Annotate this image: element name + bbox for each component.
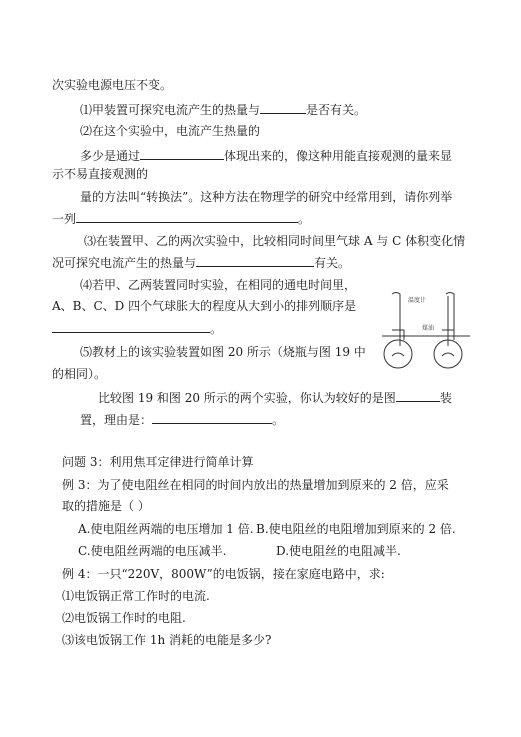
question-5-tail: 装 xyxy=(439,391,452,405)
question-4-tail: 。 xyxy=(210,322,223,336)
coil-left xyxy=(392,353,404,356)
answer-blank xyxy=(52,320,210,333)
question-5-text: 置，理由是： xyxy=(80,413,153,427)
question-2-text: 多少是通过 xyxy=(80,149,141,163)
answer-blank xyxy=(260,101,306,114)
tube-left xyxy=(392,293,400,331)
figure-label-thermometer: 温度计 xyxy=(408,298,427,304)
option-d: D.使电阻丝的电阻减半. xyxy=(276,544,401,558)
question-2-line-2 xyxy=(80,147,452,164)
answer-blank xyxy=(196,254,314,267)
question-4-line-3 xyxy=(52,320,222,337)
question-2-line-1: ⑵在这个实验中，电流产生热量的 xyxy=(80,124,261,138)
section-heading: 问题 3：利用焦耳定律进行简单计算 xyxy=(62,455,254,469)
example-4-sub-2: ⑵电饭锅工作时的电阻. xyxy=(62,611,186,625)
answer-blank xyxy=(396,389,440,402)
question-4-line-2: A、B、C、D 四个气球胀大的程度从大到小的排列顺序是 xyxy=(52,299,357,313)
answer-blank xyxy=(140,147,224,160)
question-2-line-4: 量的方法叫“转换法”。这种方法在物理学的研究中经常用到，请你列举 xyxy=(80,190,453,204)
figure-label-kerosene: 煤油 xyxy=(422,326,435,332)
question-5-line-1: ⑸教材上的该实验装置如图 20 所示（烧瓶与图 19 中 xyxy=(80,345,366,359)
example-3-line-1: 例 3：为了使电阻丝在相同的时间内放出的热量增加到原来的 2 倍，应采 xyxy=(62,478,449,492)
question-5-line-2: 的相同）。 xyxy=(52,367,107,381)
question-5-line-3 xyxy=(98,389,452,406)
example-3-line-2: 取的措施是（ ） xyxy=(62,499,150,513)
example-4-sub-1: ⑴电饭锅正常工作时的电流. xyxy=(62,589,210,603)
question-2-line-5 xyxy=(52,210,310,227)
answer-blank xyxy=(152,411,272,424)
question-5-text: 比较图 19 和图 20 所示的两个实验，你认为较好的是图 xyxy=(98,391,396,405)
question-4-line-1: ⑷若甲、乙两装置同时实验，在相同的通电时间里， xyxy=(80,278,357,292)
example-4-sub-3: ⑶该电饭锅工作 1h 消耗的电能是多少? xyxy=(62,633,272,647)
question-3-text: 况可探究电流产生的热量与 xyxy=(52,256,197,270)
question-5-line-4 xyxy=(80,411,284,428)
apparatus-figure xyxy=(378,290,474,370)
question-2-tail: 。 xyxy=(298,212,311,226)
question-2-tail: 体现出来的，像这种用能直接观测的量来显 xyxy=(224,149,453,163)
option-c: C.使电阻丝两端的电压减半. xyxy=(78,544,227,558)
tube-right xyxy=(446,293,454,331)
question-5-tail: 。 xyxy=(272,413,285,427)
question-3-tail: 有关。 xyxy=(314,256,351,270)
question-1 xyxy=(80,101,366,118)
example-4-line-1: 例 4：一只“220V，800W”的电饭锅，接在家庭电路中，求: xyxy=(62,567,385,581)
question-1-text: ⑴甲装置可探究电流产生的热量与 xyxy=(80,103,261,117)
coil-right xyxy=(442,353,454,356)
option-b: B.使电阻丝的电阻增加到原来的 2 倍. xyxy=(256,522,456,536)
answer-blank xyxy=(76,210,298,223)
question-3-line-2 xyxy=(52,254,350,271)
question-1-tail: 是否有关。 xyxy=(306,103,367,117)
neck-left xyxy=(392,330,404,340)
option-a: A.使电阻丝两端的电压增加 1 倍. xyxy=(78,522,254,536)
text-line: 次实验电源电压不变。 xyxy=(52,78,173,92)
question-2-line-3: 示不易直接观测的 xyxy=(52,167,149,181)
flask-left xyxy=(384,340,412,368)
question-3-line-1: ⑶在装置甲、乙的两次实验中，比较相同时间里气球 A 与 C 体积变化情 xyxy=(84,234,466,248)
question-2-text: 一列 xyxy=(52,212,77,226)
